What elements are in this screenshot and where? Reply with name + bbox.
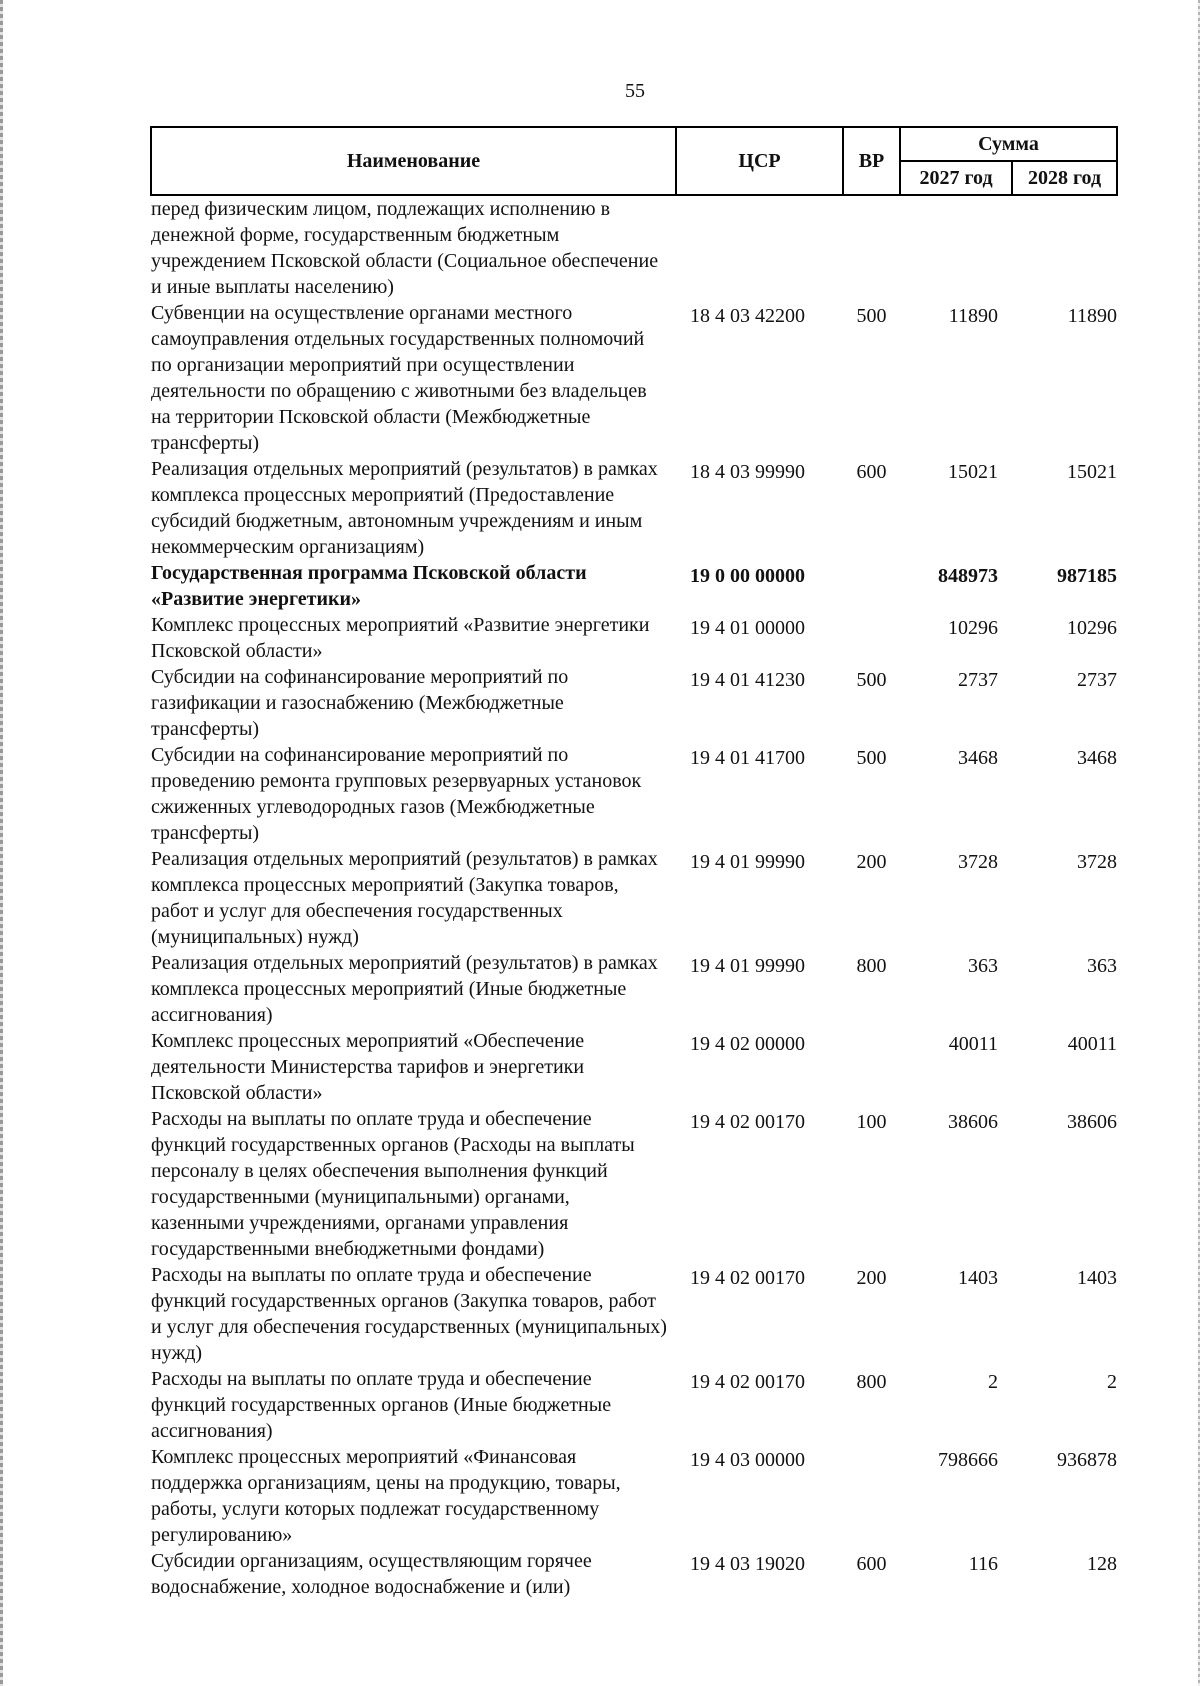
table-header <box>151 127 1117 195</box>
row-sum-2027: 3728 <box>958 851 998 873</box>
row-sum-2028: 987185 <box>1057 565 1118 587</box>
header-name: Наименование <box>151 127 676 195</box>
header-year-2028: 2028 год <box>1012 161 1117 195</box>
table-row <box>151 1028 1117 1106</box>
table-row <box>151 950 1117 1028</box>
row-sum-2028: 11890 <box>1067 305 1118 327</box>
row-vr: 500 <box>856 669 887 691</box>
row-name: Комплекс процессных мероприятий «Развитие энергетики Псковской области» <box>151 614 650 662</box>
row-sum-2027: 116 <box>968 1553 998 1575</box>
row-sum-2027: 2 <box>988 1371 998 1393</box>
row-csr: 19 4 03 00000 <box>690 1449 805 1471</box>
row-sum-2027: 11890 <box>948 305 998 327</box>
row-name: Субвенции на осуществление органами местного самоуправления отдельных государственных полномочий по организации мероприятий при осуществлении деятельности по обращению с животными без владельцев на территории Псковской области (Межбюджетные трансферты) <box>151 302 647 454</box>
row-name: Расходы на выплаты по оплате труда и обеспечение функций государственных органов (Закупка товаров, работ и услуг для обеспечения государственных (муниципальных) нужд) <box>151 1264 667 1364</box>
row-sum-2027: 3468 <box>958 747 998 769</box>
row-sum-2028: 40011 <box>1067 1033 1118 1055</box>
row-sum-2028: 2 <box>1107 1371 1118 1393</box>
row-sum-2028: 363 <box>1087 955 1118 977</box>
row-csr: 19 0 00 00000 <box>690 565 805 587</box>
row-sum-2027: 15021 <box>948 461 998 483</box>
row-csr: 19 4 01 41230 <box>690 669 805 691</box>
row-vr <box>843 560 900 612</box>
row-sum-2028: 3468 <box>1077 747 1118 769</box>
row-csr: 18 4 03 42200 <box>690 305 805 327</box>
page-number: 55 <box>625 80 645 102</box>
row-sum-2028: 38606 <box>1067 1111 1118 1133</box>
table-row <box>151 1444 1117 1548</box>
row-csr: 19 4 02 00170 <box>690 1371 805 1393</box>
row-name: Субсидии организациям, осуществляющим горячее водоснабжение, холодное водоснабжение и (или) <box>151 1550 592 1598</box>
row-sum-2028 <box>1012 195 1117 300</box>
header-csr: ЦСР <box>676 127 843 195</box>
row-sum-2027: 848973 <box>938 565 998 587</box>
row-sum-2028: 936878 <box>1057 1449 1118 1471</box>
row-vr <box>843 612 900 664</box>
row-sum-2027: 38606 <box>948 1111 998 1133</box>
table-row <box>151 560 1117 612</box>
row-csr: 19 4 03 19020 <box>690 1553 805 1575</box>
row-csr <box>676 195 843 300</box>
row-name: Реализация отдельных мероприятий (результатов) в рамках комплекса процессных мероприятий (Иные бюджетные ассигнования) <box>151 952 658 1026</box>
table-row <box>151 300 1117 456</box>
row-csr: 18 4 03 99990 <box>690 461 805 483</box>
table-row <box>151 1106 1117 1262</box>
row-csr: 19 4 01 41700 <box>690 747 805 769</box>
table-row <box>151 664 1117 742</box>
table-row <box>151 742 1117 846</box>
row-vr: 800 <box>856 955 887 977</box>
row-vr: 500 <box>856 747 887 769</box>
scan-edge-left <box>0 0 3 1686</box>
row-vr <box>843 1028 900 1106</box>
row-name: перед физическим лицом, подлежащих исполнению в денежной форме, государственным бюджетным учреждением Псковской области (Социальное обеспечение и иные выплаты населению) <box>151 198 659 298</box>
table-row <box>151 1366 1117 1444</box>
table-body <box>151 195 1117 1600</box>
row-sum-2028: 3728 <box>1077 851 1118 873</box>
row-vr <box>843 195 900 300</box>
row-sum-2027: 1403 <box>958 1267 998 1289</box>
row-sum-2027: 40011 <box>948 1033 998 1055</box>
table-row <box>151 846 1117 950</box>
row-name: Субсидии на софинансирование мероприятий по газификации и газоснабжению (Межбюджетные трансферты) <box>151 666 569 740</box>
row-vr: 800 <box>856 1371 887 1393</box>
row-name: Расходы на выплаты по оплате труда и обеспечение функций государственных органов (Расходы на выплаты персоналу в целях обеспечения выполнения функций государственными (муниципальными) органами, казенными учреждениями, органами управления государственными внебюджетными фондами) <box>151 1108 635 1260</box>
row-sum-2028: 1403 <box>1077 1267 1118 1289</box>
row-vr: 200 <box>856 851 887 873</box>
row-name: Субсидии на софинансирование мероприятий по проведению ремонта групповых резервуарных установок сжиженных углеводородных газов (Межбюджетные трансферты) <box>151 744 642 844</box>
row-csr: 19 4 01 99990 <box>690 955 805 977</box>
header-year-2027: 2027 год <box>900 161 1012 195</box>
table-row <box>151 456 1117 560</box>
row-sum-2028: 15021 <box>1067 461 1118 483</box>
row-csr: 19 4 01 99990 <box>690 851 805 873</box>
row-vr: 200 <box>856 1267 887 1289</box>
row-csr: 19 4 02 00170 <box>690 1267 805 1289</box>
row-csr: 19 4 02 00170 <box>690 1111 805 1133</box>
row-sum-2028: 2737 <box>1077 669 1118 691</box>
row-sum-2027 <box>900 195 1012 300</box>
row-name: Комплекс процессных мероприятий «Обеспечение деятельности Министерства тарифов и энергетики Псковской области» <box>151 1030 585 1104</box>
row-sum-2027: 2737 <box>958 669 998 691</box>
row-name: Реализация отдельных мероприятий (результатов) в рамках комплекса процессных мероприятий (Предоставление субсидий бюджетным, автономным учреждениям и иным некоммерческим организациям) <box>151 458 658 558</box>
row-vr: 600 <box>856 461 887 483</box>
row-csr: 19 4 01 00000 <box>690 617 805 639</box>
header-vr: ВР <box>843 127 900 195</box>
row-vr <box>843 1444 900 1548</box>
row-name: Реализация отдельных мероприятий (результатов) в рамках комплекса процессных мероприятий (Закупка товаров, работ и услуг для обеспечения государственных (муниципальных) нужд) <box>151 848 658 948</box>
row-csr: 19 4 02 00000 <box>690 1033 805 1055</box>
row-vr: 600 <box>856 1553 887 1575</box>
table-row <box>151 195 1117 300</box>
row-sum-2027: 363 <box>968 955 998 977</box>
table-row <box>151 612 1117 664</box>
row-vr: 500 <box>856 305 887 327</box>
row-name: Расходы на выплаты по оплате труда и обеспечение функций государственных органов (Иные бюджетные ассигнования) <box>151 1368 612 1442</box>
row-sum-2028: 128 <box>1087 1553 1118 1575</box>
row-vr: 100 <box>856 1111 887 1133</box>
budget-table <box>150 126 1118 1600</box>
header-sum: Сумма <box>900 127 1117 161</box>
row-sum-2028: 10296 <box>1067 617 1118 639</box>
table-row <box>151 1262 1117 1366</box>
row-name: Комплекс процессных мероприятий «Финансовая поддержка организациям, цены на продукцию, товары, работы, услуги которых подлежат государственному регулированию» <box>151 1446 621 1546</box>
row-name: Государственная программа Псковской области «Развитие энергетики» <box>151 562 587 610</box>
row-sum-2027: 798666 <box>938 1449 998 1471</box>
table-row <box>151 1548 1117 1600</box>
row-sum-2027: 10296 <box>948 617 998 639</box>
